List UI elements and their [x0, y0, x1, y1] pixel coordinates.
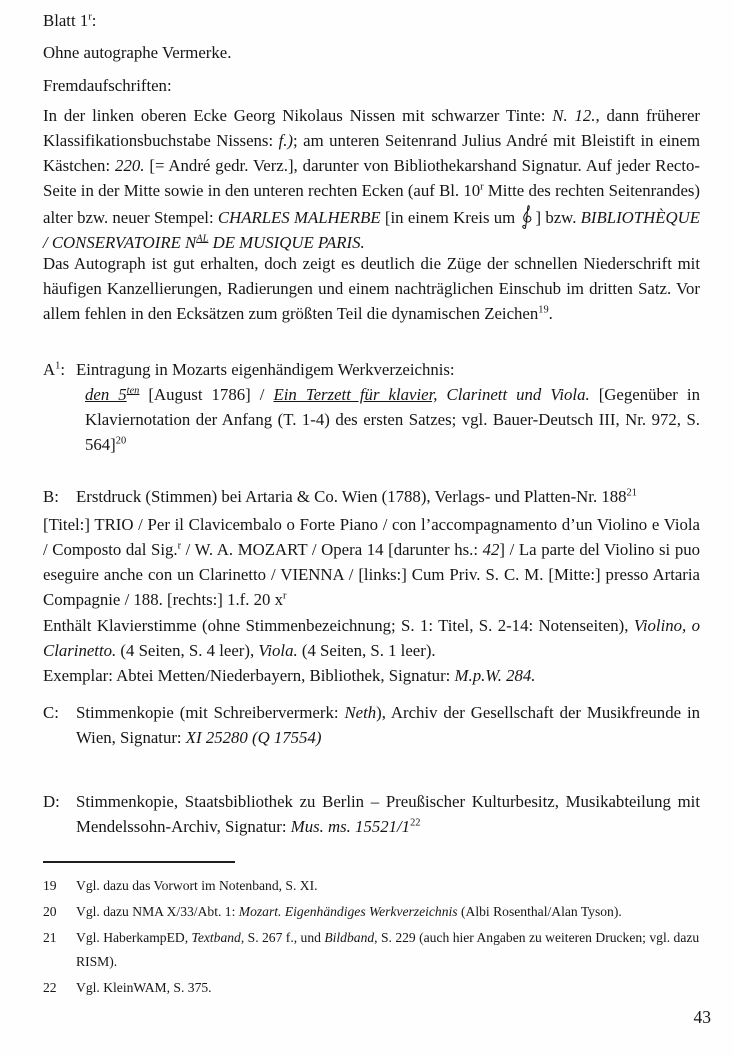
source-d-section: [43, 789, 700, 839]
footnote-number: 19: [43, 878, 57, 893]
source-d-body: Stimmenkopie, Staatsbibliothek zu Berlin – Preußischer Kulturbesitz, Musikabteilung mit Mendelssohn-Archiv, Signatur: Mus. ms. $15521/1^{22}$: [76, 792, 700, 836]
source-c-section: [43, 700, 700, 750]
fremdaufschriften-heading: Fremdaufschriften:: [43, 76, 172, 95]
treble-clef-icon: [521, 203, 533, 230]
footnote-rule: [43, 861, 235, 863]
source-a-quote: den $5^{ten}$ [August 1786] / Ein Terzett für klavier, Clarinett und Viola. [Gegenüber in Klaviernotation der Anfang (T. 1-4) des ersten Satzes; vgl. Bauer-Deutsch III, Nr. 972, S. 564]$^{20}$: [85, 385, 700, 454]
footnote-20: [43, 900, 700, 924]
source-a-label: $A^1$:: [43, 360, 65, 379]
fremdaufschriften-paragraph: In der linken oberen Ecke Georg Nikolaus Nissen mit schwarzer Tinte: N. 12., dann früherer Klassifikationsbuchstabe Nissens: f.); am unteren Seitenrand Julius André mit Bleistift in einem Kästchen: 220. [= André gedr. Verz.], darunter von Bibliothekarshand Signatur. Auf jeder Recto-Seite in der Mitte sowie in den unteren rechten Ecken (auf Bl. 10$^r$ Mitte des rechten Seitenrandes) alter bzw. neuer Stempel: CHARLES MALHERBE [in einem Kreis um ] bzw. BIBLIOTHÈQUE / CONSERVATOIRE $N^{AL}$ DE MUSIQUE PARIS.: [43, 106, 701, 252]
footnote-area: [43, 861, 700, 1002]
source-b-label: B:: [43, 487, 59, 506]
footnote-number: 20: [43, 904, 57, 919]
vermerke-line: Ohne autographe Vermerke.: [43, 43, 232, 62]
footnote-text: Vgl. KleinWAM, S. 375.: [76, 980, 212, 995]
footnote-text: Vgl. HaberkampED, Textband, S. 267 f., und Bildband, S. 229 (auch hier Angaben zu weiteren Drucken; vgl. dazu RISM).: [76, 930, 700, 969]
source-c-label: C:: [43, 703, 59, 722]
source-b-title-paragraph: [Titel:] TRIO / Per il Clavicembalo o Forte Piano / con l’accompagnamento d’un Violino e Viola / Composto dal Sig.$^r$ / W. A. MOZART / Opera 14 [darunter hs.: 42] / La parte del Violino si puo eseguire anche con un Clarinetto / VIENNA / [links:] Cum Priv. S. C. M. [Mitte:] presso Artaria Compagnie / 188. [rechts:] 1.f. 20 $x^r$: [43, 515, 701, 609]
footnote-text: Vgl. dazu NMA X/33/Abt. 1: Mozart. Eigenhändiges Werkverzeichnis (Albi Rosenthal/Alan Tyson).: [76, 904, 622, 919]
page-number: 43: [693, 1007, 711, 1027]
footnote-number: 22: [43, 980, 57, 995]
source-b-head: Erstdruck (Stimmen) bei Artaria & Co. Wien (1788), Verlags- und Platten-Nr. $188^{21}$: [76, 487, 637, 506]
source-c-body: Stimmenkopie (mit Schreibervermerk: Neth), Archiv der Gesellschaft der Musikfreunde in Wien, Signatur: XI 25280 (Q 17554): [76, 703, 700, 747]
source-a-section: [43, 357, 700, 457]
blatt-heading: Blatt 1$^r$:: [43, 11, 97, 30]
footnote-21: [43, 926, 700, 974]
source-a-head: Eintragung in Mozarts eigenhändigem Werkverzeichnis:: [76, 360, 455, 379]
footnote-list: [43, 874, 700, 1000]
source-b-section: [43, 484, 700, 509]
footnote-22: [43, 976, 700, 1000]
source-b-exemplar-line: Exemplar: Abtei Metten/Niederbayern, Bibliothek, Signatur: M.p.W. 284.: [43, 666, 536, 685]
footnote-text: Vgl. dazu das Vorwort im Notenband, S. XI.: [76, 878, 318, 893]
footnote-19: [43, 874, 700, 898]
source-b-contents-paragraph: Enthält Klavierstimme (ohne Stimmenbezeichnung; S. 1: Titel, S. 2-14: Notenseiten), Violino, o Clarinetto. (4 Seiten, S. 4 leer), Viola. (4 Seiten, S. 1 leer).: [43, 616, 700, 660]
autograph-paragraph: Das Autograph ist gut erhalten, doch zeigt es deutlich die Züge der schnellen Niederschrift mit häufigen Kanzellierungen, Radierungen und einem nachträglichen Einschub im dritten Satz. Vor allem fehlen in den Ecksätzen zum größten Teil die dynamischen Zeichen$^{19}$.: [43, 254, 700, 323]
source-d-label: D:: [43, 792, 60, 811]
footnote-number: 21: [43, 930, 57, 945]
